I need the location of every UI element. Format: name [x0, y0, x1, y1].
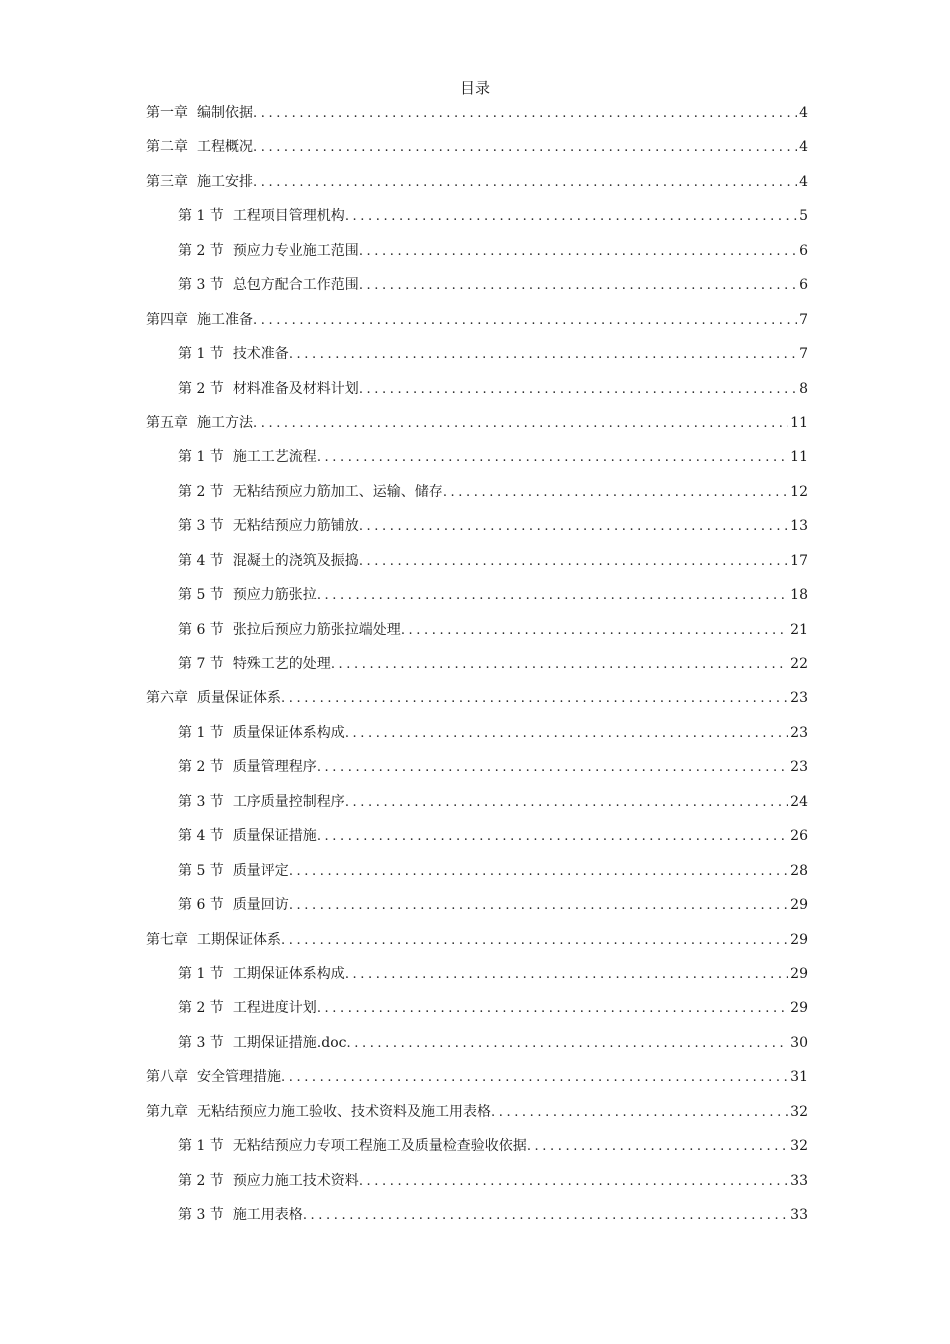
toc-entry-title: 张拉后预应力筋张拉端处理	[232, 621, 401, 638]
toc-entry-page-number: 7	[799, 311, 808, 328]
toc-entry-number: 第五章	[146, 414, 188, 431]
toc-dot-leader	[253, 310, 797, 332]
toc-dot-leader	[281, 1067, 788, 1089]
toc-dot-leader	[289, 344, 797, 366]
toc-dot-leader	[253, 137, 797, 159]
toc-entry-page-number: 17	[790, 552, 808, 569]
toc-entry-number: 第 1 节	[178, 449, 224, 466]
toc-entry-title: 施工用表格	[232, 1207, 303, 1223]
toc-entry-number: 第 2 节	[178, 242, 224, 259]
toc-entry-title: 施工准备	[197, 311, 253, 328]
toc-dot-leader	[253, 103, 797, 125]
toc-entry-title: 无粘结预应力专项工程施工及质量检查验收依据	[232, 1138, 527, 1155]
toc-dot-leader	[359, 516, 788, 538]
toc-entry-title: 质量保证体系	[197, 690, 281, 707]
toc-section-entry[interactable]	[146, 1135, 808, 1169]
toc-section-entry[interactable]	[146, 446, 808, 480]
toc-entry-number: 第 1 节	[178, 965, 224, 982]
toc-section-entry[interactable]	[146, 515, 808, 549]
toc-chapter-entry[interactable]	[146, 102, 808, 136]
toc-entry-number: 第 5 节	[178, 862, 224, 879]
toc-entry-title: 质量保证措施	[232, 828, 317, 845]
toc-entry-page-number: 4	[799, 173, 808, 190]
toc-entry-number: 第 1 节	[178, 724, 224, 741]
toc-entry-page-number: 33	[790, 1172, 808, 1189]
toc-chapter-entry[interactable]	[146, 412, 808, 446]
toc-dot-leader	[345, 723, 788, 745]
toc-entry-title: 施工工艺流程	[232, 449, 317, 466]
toc-entry-title: 质量保证体系构成	[232, 724, 345, 741]
toc-entry-title: 编制依据	[197, 105, 253, 121]
toc-entry-number: 第二章	[146, 139, 188, 156]
toc-entry-title: 施工方法	[197, 414, 253, 431]
toc-section-entry[interactable]	[146, 619, 808, 653]
toc-entry-title: 工期保证措施.doc	[232, 1034, 347, 1051]
toc-section-entry[interactable]	[146, 1032, 808, 1066]
toc-section-entry[interactable]	[146, 722, 808, 756]
toc-entry-number: 第 2 节	[178, 1172, 224, 1189]
toc-section-entry[interactable]	[146, 963, 808, 997]
toc-chapter-entry[interactable]	[146, 309, 808, 343]
toc-entry-number: 第一章	[146, 105, 188, 121]
toc-section-entry[interactable]	[146, 997, 808, 1031]
toc-entry-number: 第 2 节	[178, 380, 224, 397]
toc-entry-title: 工程项目管理机构	[232, 208, 345, 225]
toc-section-entry[interactable]	[146, 378, 808, 412]
toc-entry-page-number: 11	[790, 414, 808, 431]
toc-dot-leader	[253, 413, 788, 435]
toc-chapter-entry[interactable]	[146, 136, 808, 170]
toc-dot-leader	[345, 964, 788, 986]
toc-dot-leader	[317, 998, 788, 1020]
toc-dot-leader	[347, 1033, 789, 1055]
toc-section-entry[interactable]	[146, 1204, 808, 1238]
toc-entry-number: 第 3 节	[178, 793, 224, 810]
toc-entry-page-number: 28	[790, 862, 808, 879]
toc-entry-page-number: 12	[790, 483, 808, 500]
toc-dot-leader	[317, 447, 788, 469]
toc-dot-leader	[359, 241, 797, 263]
toc-entry-title: 质量回访	[232, 897, 289, 914]
toc-entry-number: 第 2 节	[178, 759, 224, 776]
toc-entry-page-number: 29	[790, 931, 808, 948]
toc-entry-title: 预应力施工技术资料	[232, 1172, 359, 1189]
toc-entry-number: 第 4 节	[178, 828, 224, 845]
toc-title: 目录	[459, 79, 490, 97]
toc-dot-leader	[359, 379, 797, 401]
toc-entry-number: 第 1 节	[178, 208, 224, 225]
toc-dot-leader	[345, 792, 788, 814]
toc-entry-number: 第四章	[146, 311, 188, 328]
toc-entry-number: 第 5 节	[178, 587, 224, 604]
toc-entry-title: 总包方配合工作范围	[232, 277, 359, 294]
toc-entry-title: 特殊工艺的处理	[232, 656, 331, 672]
toc-dot-leader	[443, 482, 788, 504]
toc-entry-page-number: 29	[790, 1000, 808, 1017]
toc-entry-title: 无粘结预应力筋铺放	[232, 518, 359, 535]
toc-entry-page-number: 23	[790, 759, 808, 776]
toc-section-entry[interactable]	[146, 860, 808, 894]
toc-entry-page-number: 8	[799, 380, 808, 397]
toc-entry-number: 第 2 节	[178, 483, 224, 500]
toc-dot-leader	[281, 930, 788, 952]
toc-entry-page-number: 29	[790, 965, 808, 982]
toc-dot-leader	[359, 1171, 788, 1193]
toc-entry-title: 施工安排	[197, 173, 253, 190]
toc-entry-title: 工期保证体系构成	[232, 965, 345, 982]
toc-dot-leader	[359, 275, 797, 297]
toc-chapter-entry[interactable]	[146, 1101, 808, 1135]
toc-entry-number: 第 2 节	[178, 1000, 224, 1017]
toc-entry-number: 第 3 节	[178, 518, 224, 535]
toc-dot-leader	[253, 172, 797, 194]
toc-entry-number: 第 1 节	[178, 1138, 224, 1155]
toc-entry-number: 第九章	[146, 1103, 188, 1120]
toc-entry-page-number: 21	[790, 621, 808, 638]
toc-entry-page-number: 31	[790, 1069, 808, 1086]
toc-entry-title: 预应力专业施工范围	[232, 242, 359, 259]
toc-entry-title: 工程进度计划	[232, 1000, 317, 1017]
toc-dot-leader	[317, 757, 788, 779]
toc-entry-page-number: 32	[790, 1103, 808, 1120]
toc-entry-number: 第 7 节	[178, 656, 224, 672]
toc-entry-title: 无粘结预应力施工验收、技术资料及施工用表格	[197, 1103, 491, 1120]
toc-entry-page-number: 29	[790, 897, 808, 914]
toc-section-entry[interactable]	[146, 791, 808, 825]
toc-section-entry[interactable]	[146, 584, 808, 618]
toc-entry-number: 第 4 节	[178, 552, 224, 569]
toc-entry-title: 技术准备	[232, 346, 289, 363]
toc-entry-number: 第 6 节	[178, 621, 224, 638]
toc-entry-number: 第 3 节	[178, 1207, 224, 1223]
toc-section-entry[interactable]	[146, 1170, 808, 1204]
toc-entry-title: 材料准备及材料计划	[232, 380, 359, 397]
toc-entry-page-number: 22	[790, 656, 808, 672]
toc-entry-page-number: 4	[799, 139, 808, 156]
toc-section-entry[interactable]	[146, 825, 808, 859]
toc-entry-page-number: 18	[790, 587, 808, 604]
toc-entry-number: 第六章	[146, 690, 188, 707]
toc-chapter-entry[interactable]	[146, 929, 808, 963]
toc-entry-title: 工期保证体系	[197, 931, 281, 948]
toc-entry-page-number: 6	[799, 277, 808, 294]
toc-entry-number: 第七章	[146, 931, 188, 948]
toc-entry-number: 第 3 节	[178, 277, 224, 294]
toc-dot-leader	[281, 688, 788, 710]
toc-entry-title: 安全管理措施	[197, 1069, 281, 1086]
toc-dot-leader	[527, 1136, 788, 1158]
toc-entry-title: 工程概况	[197, 139, 253, 156]
table-of-contents	[146, 102, 808, 1238]
toc-entry-number: 第八章	[146, 1069, 188, 1086]
toc-entry-page-number: 13	[790, 518, 808, 535]
toc-entry-page-number: 6	[799, 242, 808, 259]
toc-entry-page-number: 30	[790, 1034, 808, 1051]
toc-section-entry[interactable]	[146, 240, 808, 274]
toc-entry-page-number: 23	[790, 690, 808, 707]
toc-entry-title: 工序质量控制程序	[232, 793, 345, 810]
toc-entry-title: 混凝土的浇筑及振捣	[232, 552, 359, 569]
toc-entry-page-number: 32	[790, 1138, 808, 1155]
toc-entry-number: 第 3 节	[178, 1034, 224, 1051]
toc-entry-page-number: 24	[790, 793, 808, 810]
toc-dot-leader	[331, 654, 788, 676]
toc-entry-page-number: 26	[790, 828, 808, 845]
toc-entry-page-number: 7	[799, 346, 808, 363]
toc-dot-leader	[401, 620, 788, 642]
toc-entry-page-number: 4	[799, 105, 808, 121]
toc-dot-leader	[491, 1102, 788, 1124]
toc-section-entry[interactable]	[146, 894, 808, 928]
toc-chapter-entry[interactable]	[146, 171, 808, 205]
toc-section-entry[interactable]	[146, 550, 808, 584]
toc-entry-title: 无粘结预应力筋加工、运输、储存	[232, 483, 443, 500]
toc-chapter-entry[interactable]	[146, 1066, 808, 1100]
toc-section-entry[interactable]	[146, 756, 808, 790]
toc-dot-leader	[317, 585, 788, 607]
toc-dot-leader	[345, 206, 797, 228]
toc-entry-title: 质量管理程序	[232, 759, 317, 776]
toc-entry-page-number: 23	[790, 724, 808, 741]
toc-entry-number: 第三章	[146, 173, 188, 190]
toc-entry-page-number: 33	[790, 1207, 808, 1223]
toc-dot-leader	[289, 895, 788, 917]
toc-section-entry[interactable]	[146, 653, 808, 687]
toc-entry-page-number: 11	[790, 449, 808, 466]
toc-section-entry[interactable]	[146, 343, 808, 377]
toc-entry-title: 预应力筋张拉	[232, 587, 317, 604]
toc-entry-page-number: 5	[799, 208, 808, 225]
toc-entry-number: 第 6 节	[178, 897, 224, 914]
toc-section-entry[interactable]	[146, 481, 808, 515]
toc-dot-leader	[289, 861, 788, 883]
toc-section-entry[interactable]	[146, 274, 808, 308]
toc-dot-leader	[303, 1205, 788, 1227]
toc-section-entry[interactable]	[146, 205, 808, 239]
toc-entry-number: 第 1 节	[178, 346, 224, 363]
toc-dot-leader	[317, 826, 788, 848]
toc-chapter-entry[interactable]	[146, 687, 808, 721]
toc-dot-leader	[359, 551, 788, 573]
toc-entry-title: 质量评定	[232, 862, 289, 879]
